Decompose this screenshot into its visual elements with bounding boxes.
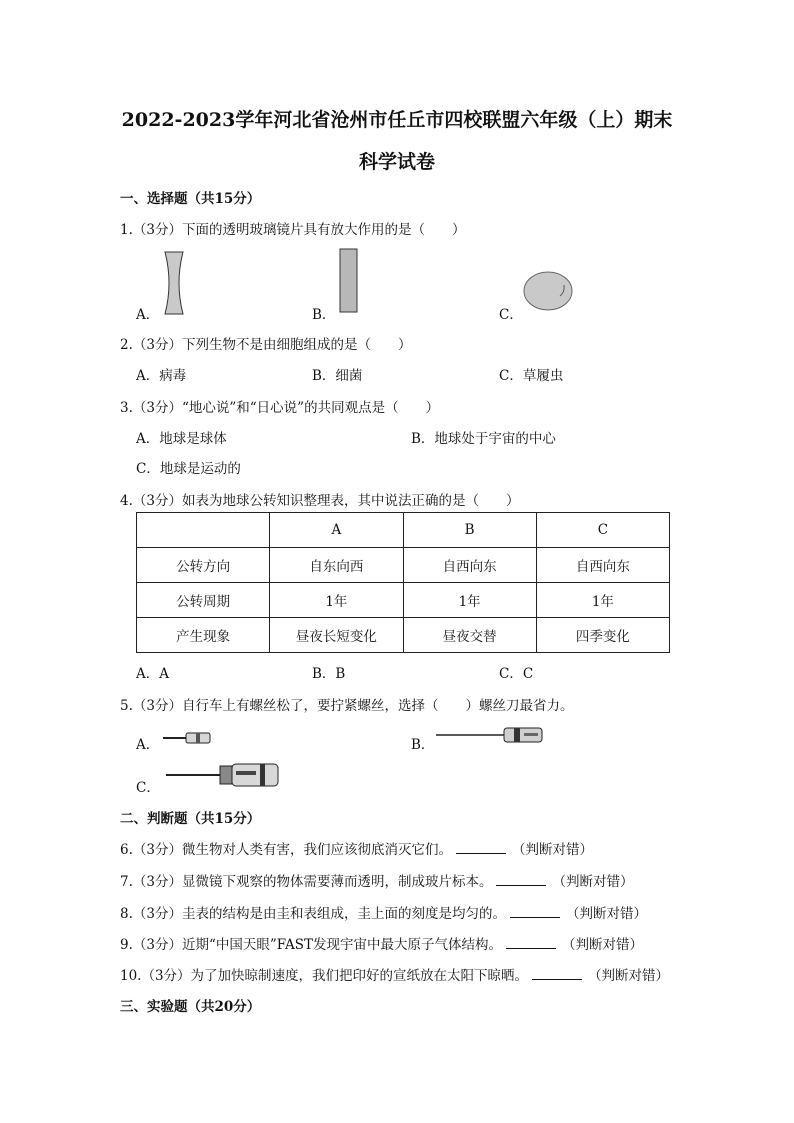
table-cell: 昼夜长短变化	[270, 618, 403, 653]
table-cell: 公转周期	[137, 583, 270, 618]
table-header-row	[137, 513, 670, 548]
q4-option-c: C．C	[499, 666, 534, 682]
section-heading-choice: 一、选择题（共15分）	[120, 191, 261, 207]
question-6	[120, 838, 593, 858]
answer-blank	[496, 873, 546, 886]
q3-option-b: B．地球处于宇宙的中心	[411, 431, 556, 447]
judge-tail: （判断对错）	[511, 842, 593, 858]
table-cell: 1年	[270, 583, 403, 618]
q5-option-b: B．	[411, 737, 435, 753]
table-cell: C	[536, 513, 669, 548]
q1-option-c: C．	[499, 307, 523, 323]
q2-option-c: C．草履虫	[499, 368, 564, 384]
convex-lens-image	[522, 270, 574, 312]
table-cell: 产生现象	[137, 618, 270, 653]
q1-option-a: A．	[136, 307, 160, 323]
judge-tail: （判断对错）	[588, 968, 670, 984]
answer-blank	[510, 905, 560, 918]
short-screwdriver-image	[162, 730, 212, 746]
question-5-stem: 5.（3分）自行车上有螺丝松了，要拧紧螺丝，选择（ ）螺丝刀最省力。	[120, 698, 574, 714]
q4-option-a: A．A	[136, 666, 169, 682]
concave-lens-image	[162, 250, 186, 316]
table-cell: A	[270, 513, 403, 548]
paper-title-line1: 2022-2023学年河北省沧州市任丘市四校联盟六年级（上）期末	[121, 109, 673, 131]
long-thin-screwdriver-image	[434, 724, 544, 746]
question-4-stem: 4.（3分）如表为地球公转知识整理表，其中说法正确的是（ ）	[120, 493, 520, 509]
q2-option-a: A．病毒	[136, 368, 187, 384]
q3-option-c: C．地球是运动的	[136, 461, 241, 477]
question-7	[120, 870, 633, 890]
q4-option-b: B．B	[312, 666, 346, 682]
question-9	[120, 933, 643, 953]
question-10-text: 10.（3分）为了加快晾制速度，我们把印好的宣纸放在太阳下晾晒。	[120, 968, 529, 984]
answer-blank	[456, 841, 506, 854]
table-cell: 自东向西	[270, 548, 403, 583]
table-cell: 四季变化	[536, 618, 669, 653]
table-cell: 自西向东	[403, 548, 536, 583]
question-7-text: 7.（3分）显微镜下观察的物体需要薄而透明，制成玻片标本。	[120, 874, 493, 890]
q5-option-a: A．	[136, 737, 160, 753]
table-row	[137, 583, 670, 618]
judge-tail: （判断对错）	[561, 937, 643, 953]
q2-option-b: B．细菌	[312, 368, 363, 384]
question-10	[120, 964, 669, 984]
q5-option-c: C．	[136, 780, 160, 796]
question-2-stem: 2.（3分）下列生物不是由细胞组成的是（ ）	[120, 337, 412, 353]
q3-option-a: A．地球是球体	[136, 431, 227, 447]
table-cell: 1年	[536, 583, 669, 618]
table-cell: 昼夜交替	[403, 618, 536, 653]
table-row	[137, 548, 670, 583]
thick-handle-screwdriver-image	[164, 762, 280, 788]
question-9-text: 9.（3分）近期“中国天眼”FAST发现宇宙中最大原子气体结构。	[120, 937, 502, 953]
section-heading-experiment: 三、实验题（共20分）	[120, 999, 261, 1015]
question-8	[120, 902, 647, 922]
question-6-text: 6.（3分）微生物对人类有害，我们应该彻底消灭它们。	[120, 842, 452, 858]
q1-option-b: B．	[312, 307, 336, 323]
table-cell: B	[403, 513, 536, 548]
table-cell	[137, 513, 270, 548]
section-heading-judge: 二、判断题（共15分）	[120, 811, 261, 827]
question-1-stem: 1.（3分）下面的透明玻璃镜片具有放大作用的是（ ）	[120, 222, 466, 238]
table-cell: 自西向东	[536, 548, 669, 583]
revolution-knowledge-table	[136, 512, 670, 653]
flat-glass-image	[338, 248, 360, 314]
question-3-stem: 3.（3分）“地心说”和“日心说”的共同观点是（ ）	[120, 400, 440, 416]
judge-tail: （判断对错）	[552, 874, 634, 890]
table-cell: 公转方向	[137, 548, 270, 583]
table-cell: 1年	[403, 583, 536, 618]
paper-title-line2: 科学试卷	[358, 151, 435, 173]
answer-blank	[532, 967, 582, 980]
table-row	[137, 618, 670, 653]
question-8-text: 8.（3分）圭表的结构是由圭和表组成，圭上面的刻度是均匀的。	[120, 906, 506, 922]
judge-tail: （判断对错）	[565, 906, 647, 922]
answer-blank	[506, 936, 556, 949]
